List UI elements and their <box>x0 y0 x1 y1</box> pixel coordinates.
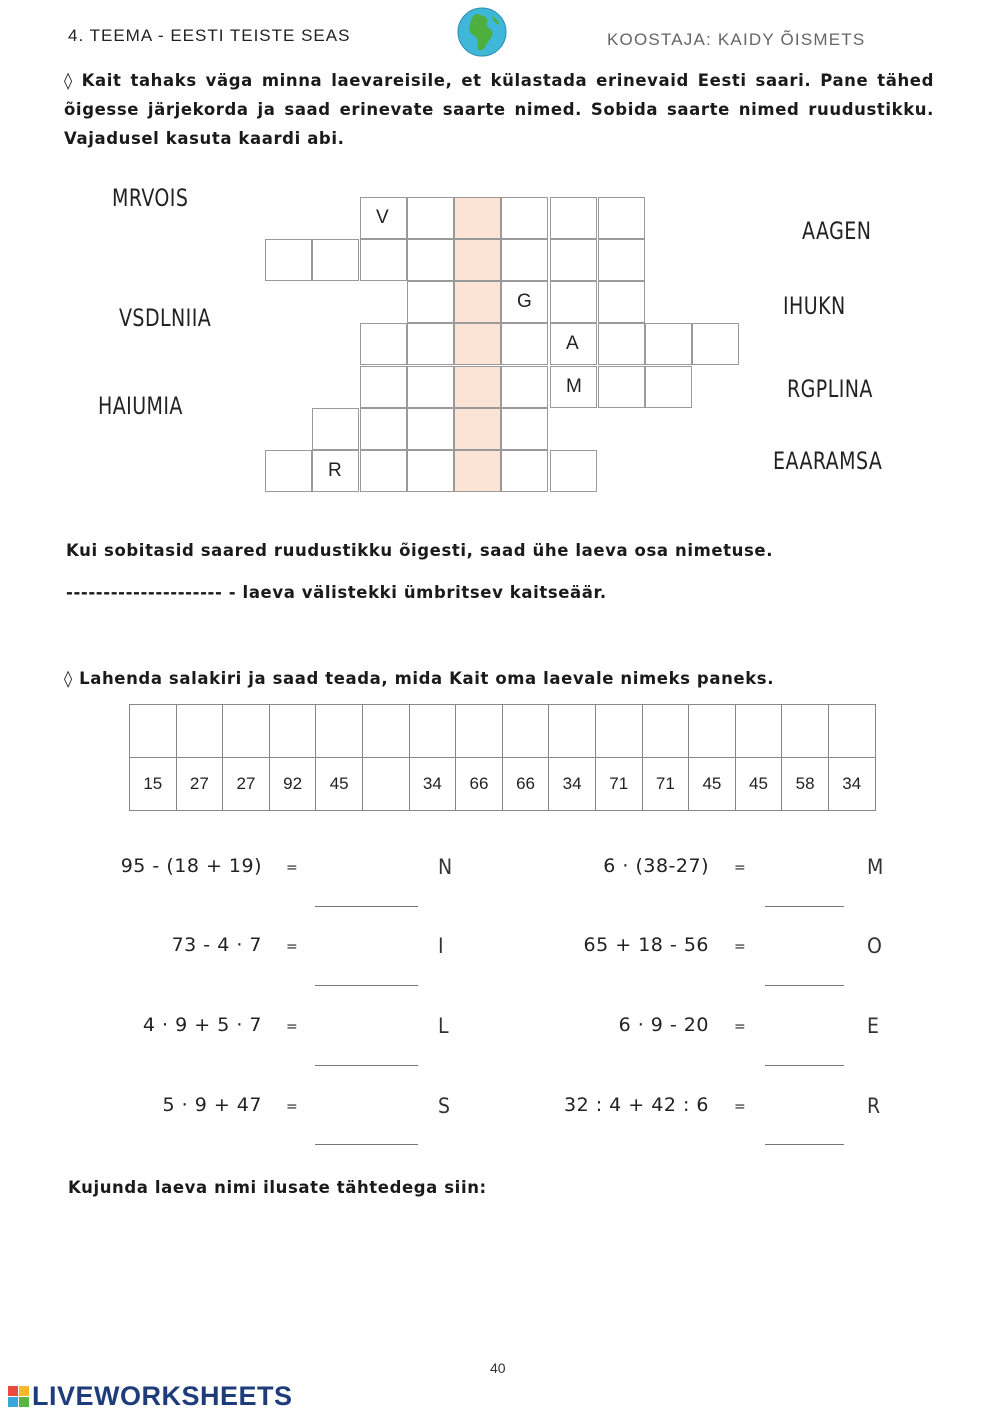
cipher-answer-cell[interactable] <box>409 705 456 758</box>
cipher-letter: M <box>867 855 884 879</box>
grid-cell-highlight[interactable] <box>454 408 501 450</box>
equation-expression: 6 · (38-27) <box>603 855 709 877</box>
equals-sign: = <box>286 939 298 955</box>
cipher-number: 58 <box>782 758 829 811</box>
task1-instructions: ◊ Kait tahaks väga minna laevareisile, et külastada erinevaid Eesti saari. Pane tähed õigesse järjekorda ja saad erinevate saarte nimed. Sobida saarte nimed ruudustikku. Vajadusel kasuta kaardi abi. <box>64 71 934 148</box>
grid-cell[interactable] <box>407 408 454 450</box>
cipher-answer-cell[interactable] <box>595 705 642 758</box>
cipher-answer-cell[interactable] <box>269 705 316 758</box>
grid-cell[interactable] <box>598 323 645 365</box>
cipher-answer-cell[interactable] <box>642 705 689 758</box>
answer-line[interactable] <box>315 1144 418 1145</box>
answer-line[interactable] <box>315 1065 418 1066</box>
cipher-answer-cell[interactable] <box>130 705 177 758</box>
liveworksheets-logo-icon <box>8 1386 30 1408</box>
cipher-answer-row <box>130 705 876 758</box>
grid-cell-highlight[interactable] <box>454 197 501 239</box>
answer-line[interactable] <box>765 985 844 986</box>
cipher-number: 45 <box>689 758 736 811</box>
grid-cell[interactable] <box>550 323 597 365</box>
equation-expression: 4 · 9 + 5 · 7 <box>142 1014 262 1036</box>
cipher-answer-cell[interactable] <box>502 705 549 758</box>
page-number: 40 <box>490 1360 506 1376</box>
cipher-answer-cell[interactable] <box>223 705 270 758</box>
grid-letter: A <box>566 333 579 354</box>
equals-sign: = <box>734 1099 746 1115</box>
result-instruction: Kui sobitasid saared ruudustikku õigesti, saad ühe laeva osa nimetuse. <box>66 541 774 560</box>
theme-title: 4. TEEMA - EESTI TEISTE SEAS <box>68 26 351 45</box>
grid-cell[interactable] <box>407 239 454 281</box>
grid-cell[interactable] <box>312 408 359 450</box>
answer-line[interactable] <box>315 985 418 986</box>
grid-cell[interactable] <box>598 197 645 239</box>
grid-letter: V <box>376 207 389 228</box>
equals-sign: = <box>734 860 746 876</box>
cipher-number: 66 <box>456 758 503 811</box>
grid-cell[interactable] <box>407 450 454 492</box>
equation-expression: 95 - (18 + 19) <box>120 855 262 877</box>
cipher-answer-cell[interactable] <box>735 705 782 758</box>
grid-cell-highlight[interactable] <box>454 239 501 281</box>
grid-cell[interactable] <box>265 450 312 492</box>
grid-cell[interactable] <box>360 323 407 365</box>
grid-cell[interactable] <box>692 323 739 365</box>
cipher-number: 71 <box>642 758 689 811</box>
scrambled-word: MRVOIS <box>112 184 189 212</box>
grid-cell[interactable] <box>501 197 548 239</box>
grid-cell[interactable] <box>407 366 454 408</box>
scrambled-word: EAARAMSA <box>773 447 883 475</box>
cipher-answer-cell[interactable] <box>689 705 736 758</box>
scrambled-word: VSDLNIIA <box>119 304 212 332</box>
answer-line[interactable] <box>765 1065 844 1066</box>
grid-letter: M <box>566 376 582 397</box>
equation-expression: 5 · 9 + 47 <box>162 1094 262 1116</box>
grid-cell[interactable] <box>312 450 359 492</box>
equals-sign: = <box>286 1019 298 1035</box>
grid-cell[interactable] <box>360 450 407 492</box>
scrambled-word: IHUKN <box>783 292 846 320</box>
answer-blank[interactable]: --------------------- <box>66 583 223 602</box>
grid-cell[interactable] <box>407 197 454 239</box>
cipher-answer-cell[interactable] <box>549 705 596 758</box>
grid-cell[interactable] <box>360 366 407 408</box>
grid-letter: R <box>328 460 342 481</box>
cipher-letter: L <box>438 1014 449 1038</box>
grid-cell[interactable] <box>501 408 548 450</box>
equation-expression: 73 - 4 · 7 <box>171 934 262 956</box>
grid-cell-highlight[interactable] <box>454 450 501 492</box>
grid-cell[interactable] <box>550 281 597 323</box>
cipher-letter: I <box>438 934 444 958</box>
cipher-number: 66 <box>502 758 549 811</box>
cipher-answer-cell[interactable] <box>316 705 363 758</box>
cipher-number: 92 <box>269 758 316 811</box>
cipher-number: 45 <box>316 758 363 811</box>
cipher-letter: R <box>867 1094 881 1118</box>
grid-cell-highlight[interactable] <box>454 366 501 408</box>
grid-cell[interactable] <box>407 281 454 323</box>
grid-cell[interactable] <box>550 450 597 492</box>
cipher-number: 27 <box>223 758 270 811</box>
cipher-number: 34 <box>549 758 596 811</box>
grid-cell[interactable] <box>550 239 597 281</box>
grid-cell[interactable] <box>501 366 548 408</box>
grid-cell[interactable] <box>598 366 645 408</box>
cipher-number-row <box>130 758 876 811</box>
grid-cell-highlight[interactable] <box>454 281 501 323</box>
equation-expression: 65 + 18 - 56 <box>583 934 709 956</box>
grid-cell[interactable] <box>360 239 407 281</box>
cipher-number: 15 <box>130 758 177 811</box>
globe-icon <box>456 6 508 58</box>
drawing-area[interactable] <box>64 1215 934 1345</box>
equals-sign: = <box>734 1019 746 1035</box>
equals-sign: = <box>286 860 298 876</box>
brand-logo[interactable] <box>8 1381 293 1412</box>
scrambled-word: AAGEN <box>802 217 872 245</box>
cipher-answer-cell[interactable] <box>176 705 223 758</box>
cipher-number: 27 <box>176 758 223 811</box>
grid-cell[interactable] <box>501 239 548 281</box>
cipher-number: 45 <box>735 758 782 811</box>
grid-cell[interactable] <box>598 281 645 323</box>
cipher-letter: E <box>867 1014 879 1038</box>
grid-cell[interactable] <box>312 239 359 281</box>
scrambled-word: RGPLINA <box>787 375 873 403</box>
answer-definition: - laeva välistekki ümbritsev kaitseäär. <box>222 583 607 602</box>
brand-name: LIVEWORKSHEETS <box>32 1381 293 1411</box>
grid-cell-highlight[interactable] <box>454 323 501 365</box>
cipher-number <box>362 758 409 811</box>
grid-cell[interactable] <box>598 239 645 281</box>
grid-cell[interactable] <box>360 408 407 450</box>
equals-sign: = <box>286 1099 298 1115</box>
grid-cell[interactable] <box>645 323 692 365</box>
cipher-answer-cell[interactable] <box>782 705 829 758</box>
cipher-answer-cell[interactable] <box>362 705 409 758</box>
grid-cell[interactable] <box>360 197 407 239</box>
equation-expression: 32 : 4 + 42 : 6 <box>564 1094 709 1116</box>
scrambled-word: HAIUMIA <box>98 392 183 420</box>
task3-instructions: Kujunda laeva nimi ilusate tähtedega siin: <box>68 1178 487 1197</box>
result-line <box>66 578 607 607</box>
grid-cell[interactable] <box>550 197 597 239</box>
answer-line[interactable] <box>765 1144 844 1145</box>
equation-expression: 6 · 9 - 20 <box>618 1014 709 1036</box>
author-credit: KOOSTAJA: KAIDY ÕISMETS <box>607 30 866 49</box>
grid-cell[interactable] <box>501 450 548 492</box>
grid-cell[interactable] <box>501 281 548 323</box>
cipher-letter: S <box>438 1094 450 1118</box>
grid-cell[interactable] <box>645 366 692 408</box>
cipher-table <box>129 704 876 811</box>
cipher-answer-cell[interactable] <box>456 705 503 758</box>
cipher-letter: N <box>438 855 453 879</box>
grid-cell[interactable] <box>550 366 597 408</box>
cipher-number: 34 <box>409 758 456 811</box>
grid-cell[interactable] <box>501 323 548 365</box>
grid-cell[interactable] <box>265 239 312 281</box>
answer-line[interactable] <box>315 906 418 907</box>
grid-cell[interactable] <box>407 323 454 365</box>
cipher-number: 34 <box>828 758 875 811</box>
task2-instructions: ◊ Lahenda salakiri ja saad teada, mida Kait oma laevale nimeks paneks. <box>64 669 775 688</box>
cipher-letter: O <box>867 934 882 958</box>
cipher-number: 71 <box>595 758 642 811</box>
grid-letter: G <box>517 291 532 312</box>
equals-sign: = <box>734 939 746 955</box>
cipher-answer-cell[interactable] <box>828 705 875 758</box>
answer-line[interactable] <box>765 906 844 907</box>
